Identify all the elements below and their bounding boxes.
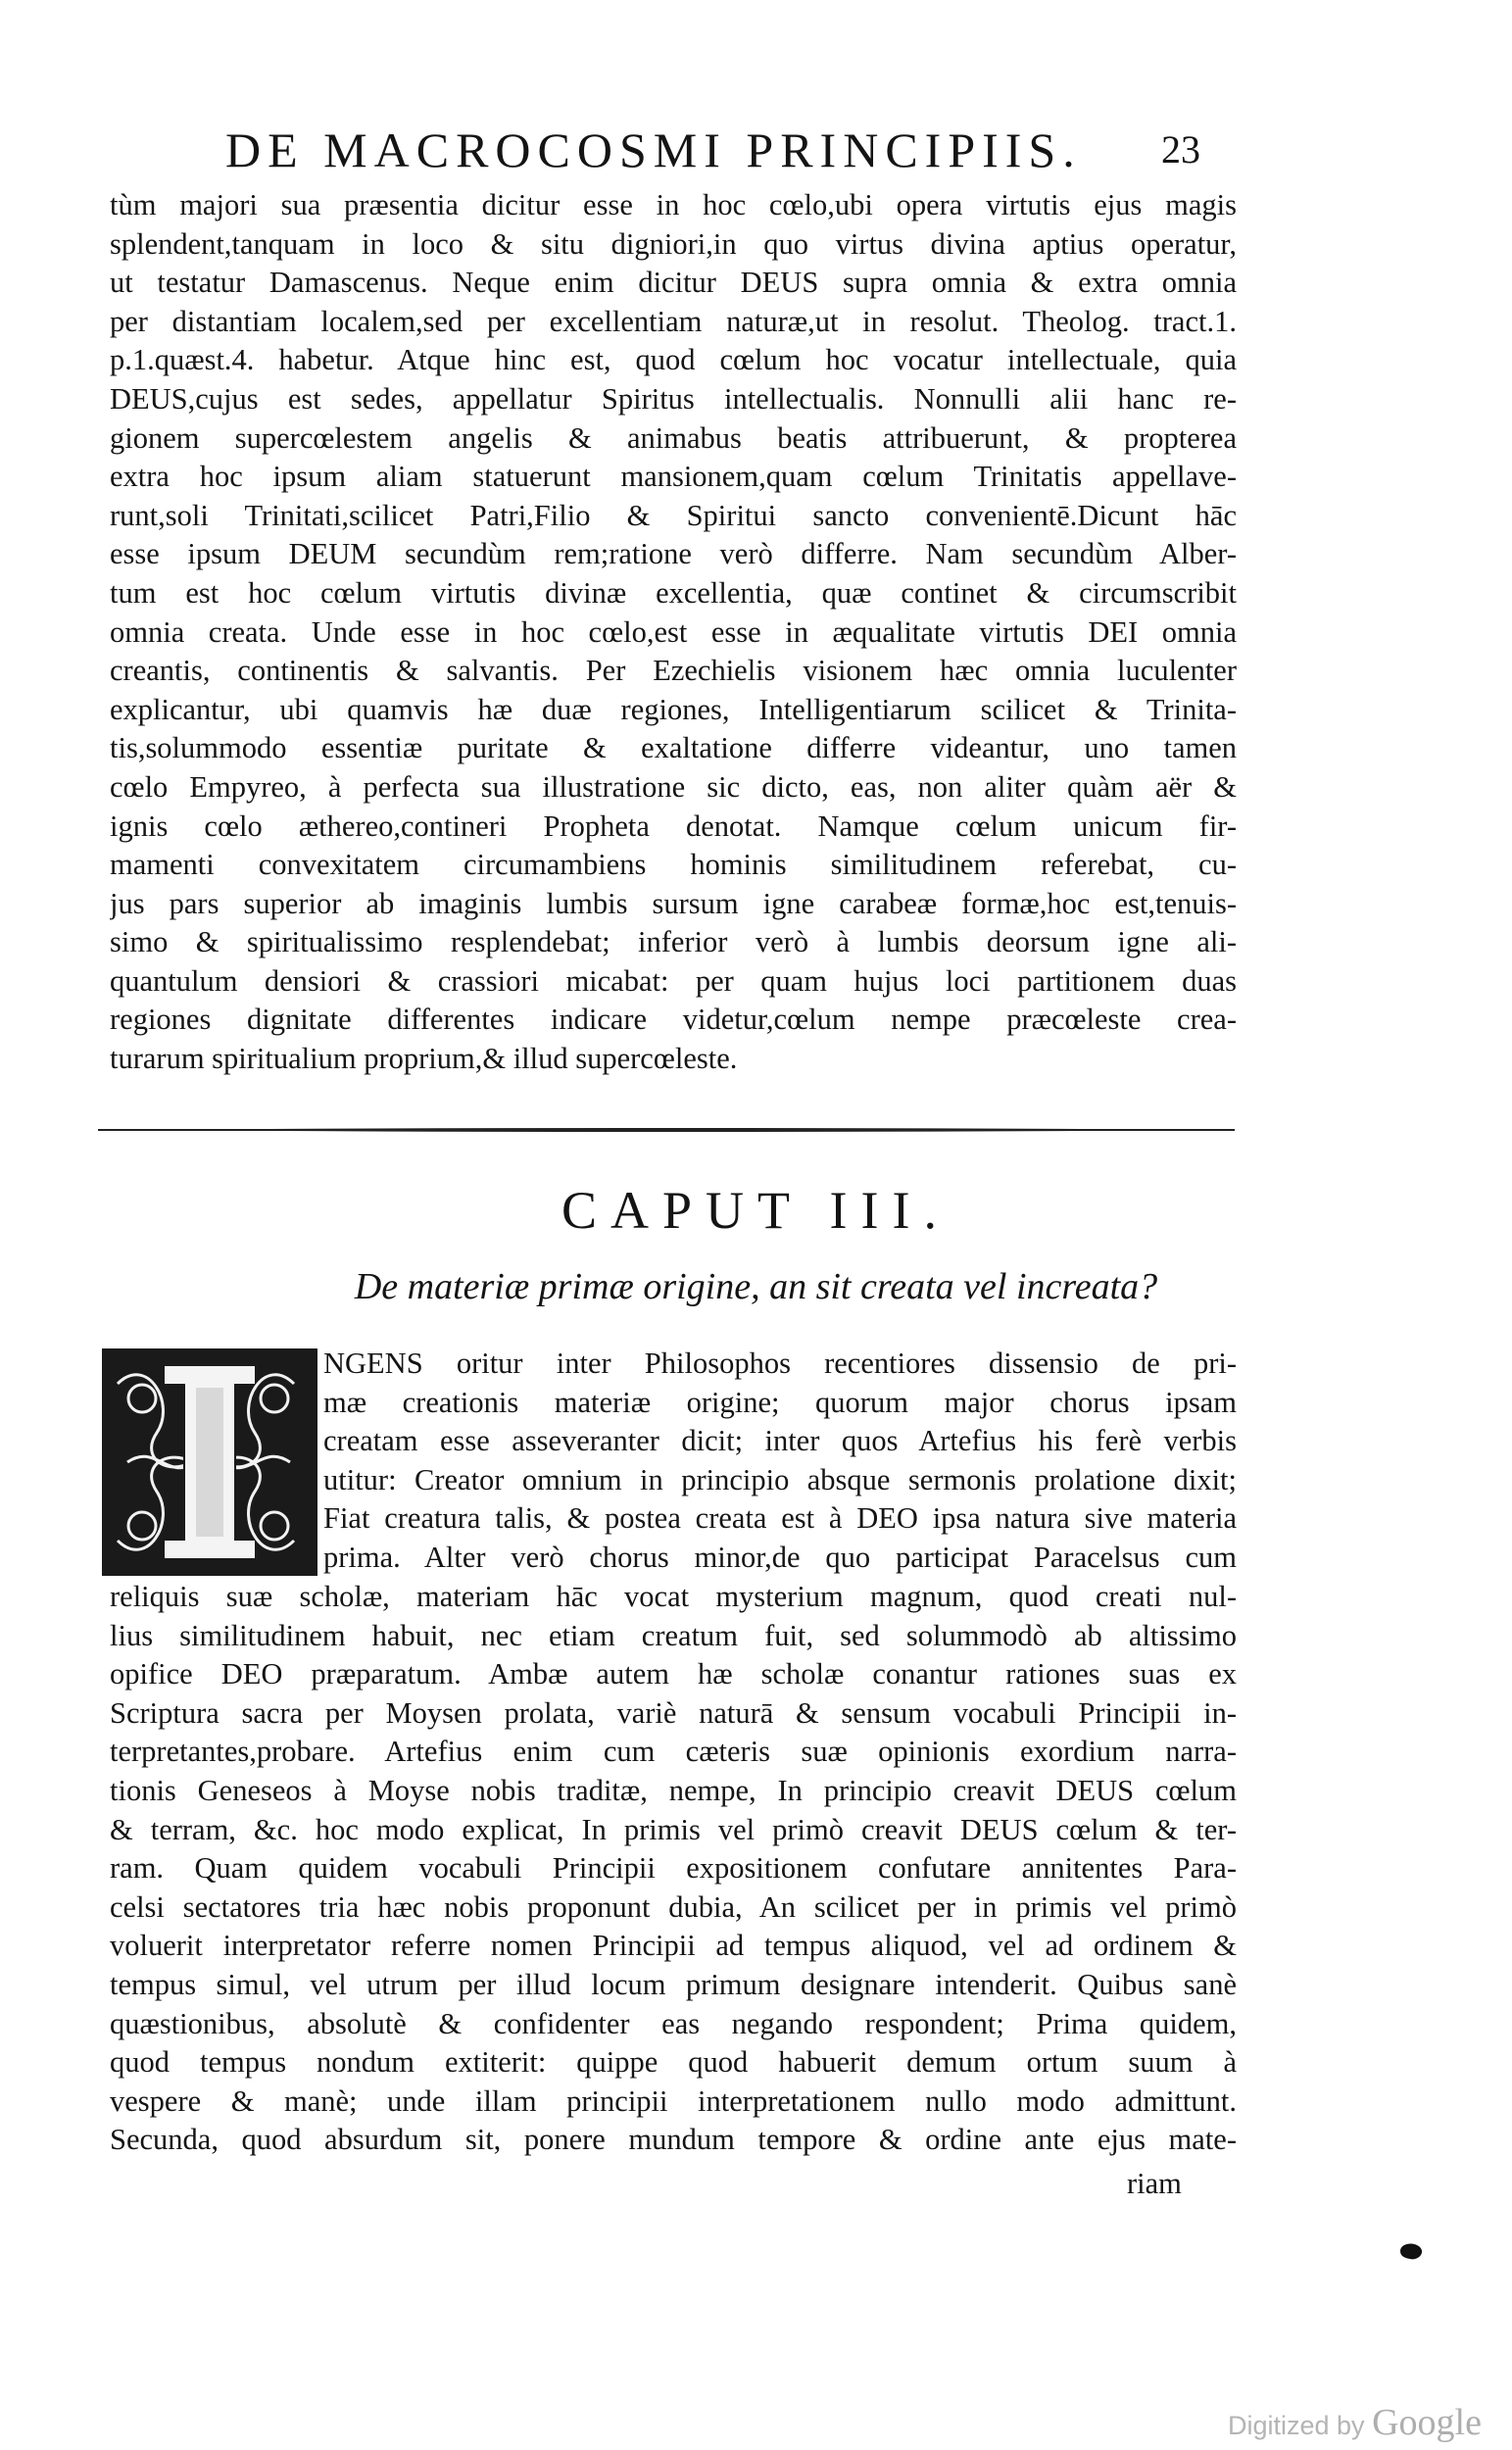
text-line: terpretantes,probare. Artefius enim cum cæteris suæ opinionis exordium narra- [110, 1735, 1237, 1769]
chapter-title: CAPUT III. [561, 1181, 951, 1240]
text-line: esse ipsum DEUM secundùm rem;ratione verò differre. Nam secundùm Alber- [110, 537, 1237, 571]
text-line: regiones dignitate differentes indicare videtur,cœlum nempe præcœleste crea- [110, 1003, 1237, 1037]
decorated-initial-letter [98, 1345, 321, 1580]
catchword: riam [1127, 2167, 1182, 2200]
text-line: ignis cœlo æthereo,contineri Propheta denotat. Namque cœlum unicum fir- [110, 808, 1237, 843]
text-line: quod tempus nondum extiterit: quippe quod habuerit demum ortum suum à [110, 2045, 1237, 2080]
digitized-watermark [1228, 2403, 1482, 2445]
watermark-brand: Google [1372, 2402, 1482, 2443]
running-title: DE MACROCOSMI PRINCIPIIS. [225, 122, 1082, 177]
text-line: ram. Quam quidem vocabuli Principii expositionem confutare annitentes Para- [110, 1851, 1237, 1886]
text-line: voluerit interpretator referre nomen Principii ad tempus aliquod, vel ad ordinem & [110, 1929, 1237, 1963]
section-divider-rule [98, 1125, 1235, 1135]
page-header [225, 116, 1205, 184]
text-line: tùm majori sua præsentia dicitur esse in hoc cœlo,ubi opera virtutis ejus magis [110, 188, 1237, 221]
watermark-prefix: Digitized by [1228, 2411, 1365, 2440]
text-line: jus pars superior ab imaginis lumbis sursum igne carabeæ formæ,hoc est,tenuis- [110, 886, 1237, 920]
text-line: celsi sectatores tria hæc nobis proponunt dubia, An scilicet per in primis vel primò [110, 1889, 1237, 1924]
text-line: DEUS,cujus est sedes, appellatur Spiritus intellectualis. Nonnulli alii hanc re- [110, 381, 1237, 416]
text-line: Scriptura sacra per Moysen prolata, variè naturā & sensum vocabuli Principii in- [110, 1695, 1237, 1730]
text-line: tempus simul, vel utrum per illud locum primum designare intenderit. Quibus sanè [110, 1967, 1237, 2001]
page-number: 23 [1161, 127, 1200, 172]
text-line: lius similitudinem habuit, nec etiam creatum fuit, sed solummodò ab altissimo [110, 1618, 1237, 1652]
text-line: quantulum densiori & crassiori micabat: per quam hujus loci partitionem duas [110, 963, 1237, 998]
text-line: creatam esse asseveranter dicit; inter quos Artefius his ferè verbis [323, 1424, 1237, 1458]
text-line: mæ creationis materiæ origine; quorum major chorus ipsam [323, 1385, 1237, 1419]
chapter-opening-paragraph [110, 1578, 1237, 2160]
text-line: opifice DEO præparatum. Ambæ autem hæ scholæ conantur rationes suas ex [110, 1657, 1237, 1691]
text-line: splendent,tanquam in loco & situ digniori,in quo virtus divina aptius operatur, [110, 226, 1237, 261]
text-line: ut testatur Damascenus. Neque enim dicitur DEUS supra omnia & extra omnia [110, 266, 1237, 300]
text-line: prima. Alter verò chorus minor,de quo participat Paracelsus cum [323, 1540, 1237, 1574]
text-line: Secunda, quod absurdum sit, ponere mundum tempore & ordine ante ejus mate- [110, 2123, 1237, 2157]
text-line: vespere & manè; unde illam principii interpretationem nullo modo admittunt. [110, 2083, 1237, 2118]
text-line: & terram, &c. hoc modo explicat, In primis vel primò creavit DEUS cœlum & ter- [110, 1812, 1237, 1846]
text-line: simo & spiritualissimo resplendebat; inferior verò à lumbis deorsum igne ali- [110, 925, 1237, 959]
text-line: extra hoc ipsum aliam statuerunt mansionem,quam cœlum Trinitatis appellave- [110, 460, 1237, 494]
paragraph-continuation [110, 186, 1237, 1079]
text-line: per distantiam localem,sed per excellentiam naturæ,ut in resolut. Theolog. tract.1. [110, 304, 1237, 338]
text-line: tis,solummodo essentiæ puritate & exaltatione differre videantur, uno tamen [110, 731, 1237, 765]
text-line: quæstionibus, absolutè & confidenter eas negando respondent; Prima quidem, [110, 2006, 1237, 2040]
text-line: Fiat creatura talis, & postea creata est à DEO ipsa natura sive materia [323, 1501, 1237, 1536]
text-line: reliquis suæ scholæ, materiam hāc vocat mysterium magnum, quod creati nul- [110, 1580, 1237, 1613]
text-line: creantis, continentis & salvantis. Per Ezechielis visionem hæc omnia luculenter [110, 654, 1237, 688]
text-line: tum est hoc cœlum virtutis divinæ excellentia, quæ continet & circumscribit [110, 575, 1237, 610]
text-line: gionem supercœlestem angelis & animabus beatis attribuerunt, & propterea [110, 420, 1237, 455]
ink-blot-mark [1396, 2239, 1426, 2268]
text-line: NGENS oritur inter Philosophos recentiores dissensio de pri- [323, 1347, 1237, 1380]
text-line: cœlo Empyreo, à perfecta sua illustratione sic dicto, eas, non aliter quàm aër & [110, 769, 1237, 804]
text-line: turarum spiritualium proprium,& illud supercœleste. [110, 1042, 738, 1076]
text-line: tionis Geneseos à Moyse nobis traditæ, nempe, In principio creavit DEUS cœlum [110, 1773, 1237, 1807]
text-line: runt,soli Trinitati,scilicet Patri,Filio & Spiritui sancto convenientē.Dicunt hāc [110, 498, 1237, 532]
text-line: utitur: Creator omnium in principio absque sermonis prolatione dixit; [323, 1462, 1237, 1496]
text-line: omnia creata. Unde esse in hoc cœlo,est esse in æqualitate virtutis DEI omnia [110, 614, 1237, 649]
text-line: p.1.quæst.4. habetur. Atque hinc est, quod cœlum hoc vocatur intellectuale, quia [110, 343, 1237, 377]
text-line: mamenti convexitatem circumambiens hominis similitudinem referebat, cu- [110, 848, 1237, 882]
text-line: explicantur, ubi quamvis hæ duæ regiones, Intelligentiarum scilicet & Trinita- [110, 692, 1237, 726]
chapter-opening-paragraph-indented [323, 1345, 1237, 1578]
chapter-subtitle: De materiæ primæ origine, an sit creata vel increata? [354, 1266, 1158, 1307]
